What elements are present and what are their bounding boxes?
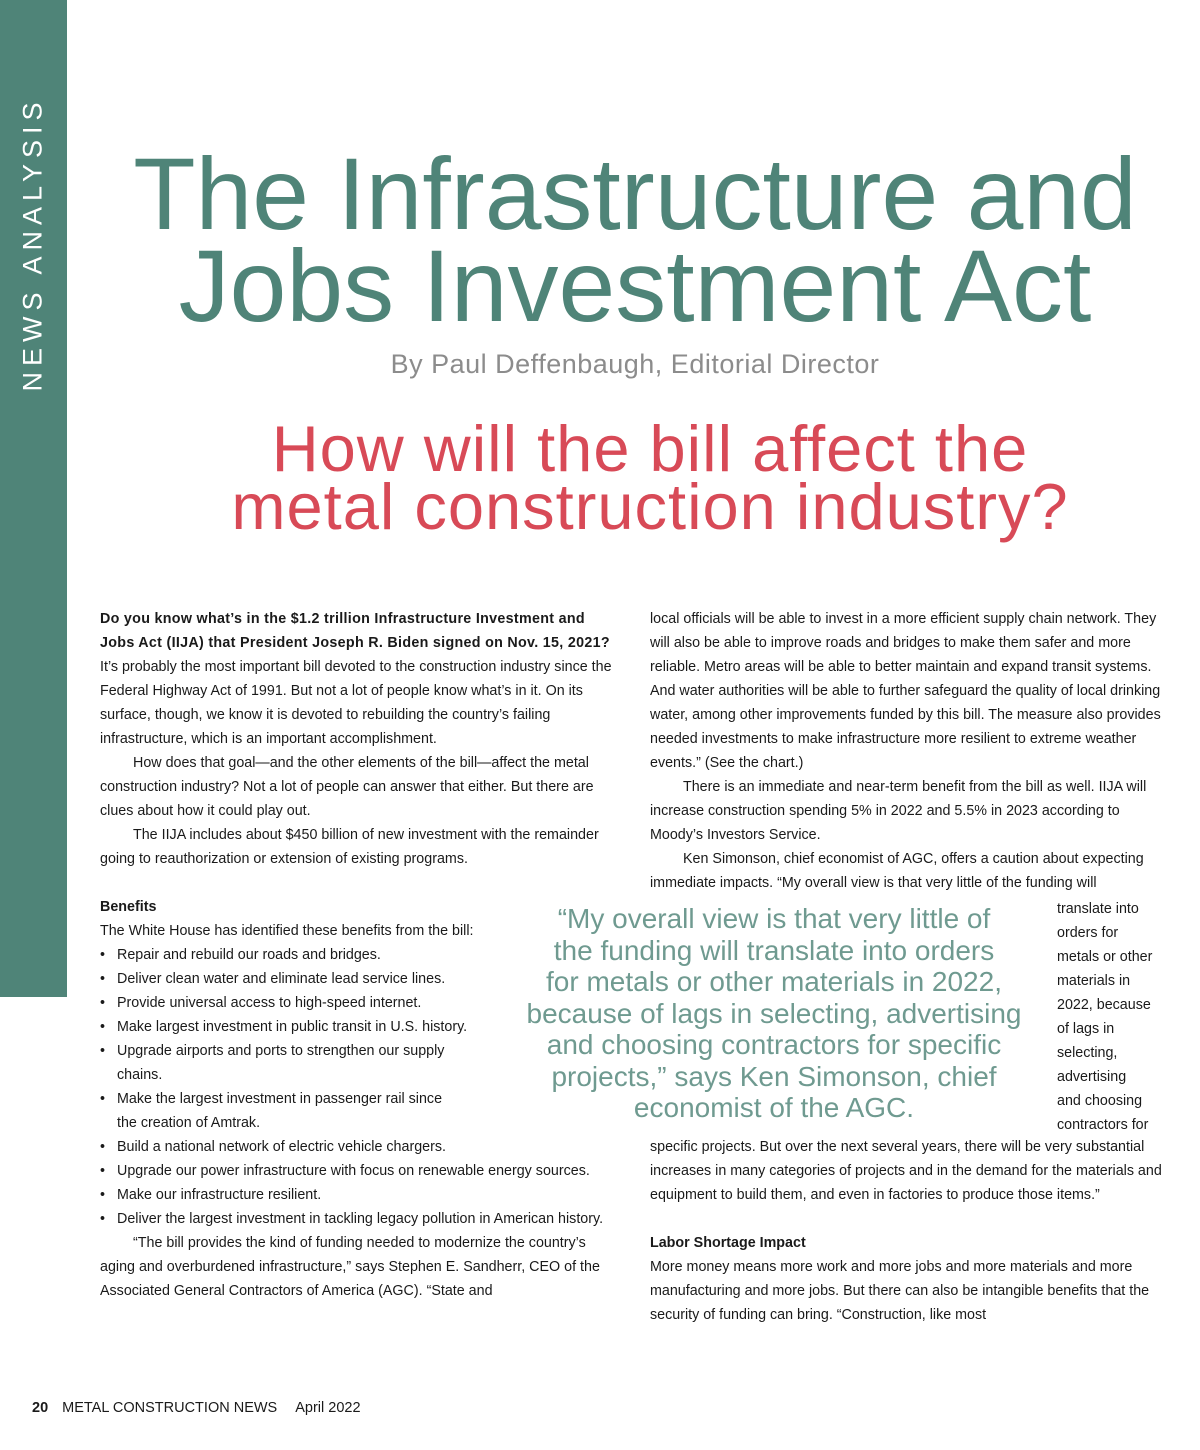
byline: By Paul Deffenbaugh, Editorial Director bbox=[390, 349, 880, 379]
subtitle-line: How will the bill affect the bbox=[271, 412, 1029, 485]
page-footer bbox=[32, 1400, 361, 1416]
narrow-line: selecting, bbox=[1057, 1045, 1118, 1061]
narrow-line: advertising bbox=[1057, 1069, 1127, 1085]
narrow-line: orders for bbox=[1057, 925, 1119, 941]
pull-quote-line: economist of the AGC. bbox=[633, 1092, 915, 1123]
list-item: • Provide universal access to high-speed internet. bbox=[100, 991, 615, 1015]
narrow-line: materials in bbox=[1057, 973, 1131, 989]
narrow-line: contractors for bbox=[1057, 1117, 1149, 1133]
article-title bbox=[90, 137, 1180, 343]
lead-bold-text: Do you know what’s in the $1.2 trillion Infrastructure Investment and Jobs Act (IIJA) that President Joseph R. Biden signed on Nov. 15, 2021? bbox=[100, 611, 610, 651]
title-line: Jobs Investment Act bbox=[178, 229, 1092, 343]
right-column-top bbox=[650, 607, 1165, 895]
list-item: • Deliver clean water and eliminate lead service lines. bbox=[100, 967, 615, 991]
right-column-bottom bbox=[650, 1135, 1175, 1327]
list-item: • Build a national network of electric vehicle chargers. bbox=[100, 1135, 615, 1159]
pull-quote-line: “My overall view is that very little of bbox=[557, 903, 991, 934]
labor-heading: Labor Shortage Impact bbox=[650, 1235, 806, 1251]
pull-quote-line: and choosing contractors for specific bbox=[546, 1029, 1002, 1060]
list-item: • Upgrade our power infrastructure with focus on renewable energy sources. bbox=[100, 1159, 615, 1183]
paragraph: Ken Simonson, chief economist of AGC, offers a caution about expecting immediate impacts. “My overall view is that very little of the funding will bbox=[650, 851, 1144, 891]
paragraph: specific projects. But over the next several years, there will be very substantial increases in many categories of projects and in the demand for the materials and equipment to build them, and even in factories to produce those items.” bbox=[650, 1139, 1162, 1203]
list-item: • Make our infrastructure resilient. bbox=[100, 1183, 615, 1207]
magazine-name: METAL CONSTRUCTION NEWS bbox=[62, 1400, 278, 1416]
paragraph: “The bill provides the kind of funding needed to modernize the country’s aging and overburdened infrastructure,” says Stephen E. Sandherr, CEO of the Associated General Contractors of America (AGC). “State and bbox=[100, 1235, 600, 1299]
list-item: • Make the largest investment in passenger rail since the creation of Amtrak. bbox=[100, 1087, 457, 1135]
pull-quote-line: the funding will translate into orders bbox=[553, 934, 995, 966]
lead-paragraph bbox=[100, 607, 615, 751]
paragraph: More money means more work and more jobs and more materials and more manufacturing and more jobs. But there can also be intangible benefits that the security of funding can bring. “Construction, like most bbox=[650, 1259, 1150, 1323]
pull-quote bbox=[510, 903, 1038, 1124]
list-item: • Make largest investment in public transit in U.S. history. bbox=[100, 1015, 615, 1039]
pull-quote-line: for metals or other materials in 2022, bbox=[546, 966, 1002, 997]
paragraph: The IIJA includes about $450 billion of new investment with the remainder going to reauthorization or extension of existing programs. bbox=[100, 827, 599, 867]
narrow-line: metals or other bbox=[1057, 949, 1153, 965]
narrow-line: 2022, because bbox=[1057, 997, 1151, 1013]
pull-quote-line: projects,” says Ken Simonson, chief bbox=[551, 1060, 997, 1092]
section-label: NEWS ANALYSIS bbox=[17, 96, 48, 392]
page-number: 20 bbox=[32, 1400, 49, 1416]
benefits-intro: The White House has identified these benefits from the bill: bbox=[100, 923, 474, 939]
paragraph: local officials will be able to invest in a more efficient supply chain network. They will also be able to improve roads and bridges to make them safer and more reliable. Metro areas will be able to better maintain and expand transit systems. And water authorities will be able to further safeguard the quality of local drinking water, among other improvements funded by this bill. The measure also provides needed investments to make infrastructure more resilient to extreme weather events.” (See the chart.) bbox=[650, 611, 1161, 771]
narrow-line: translate into bbox=[1057, 901, 1139, 917]
narrow-line: and choosing bbox=[1057, 1093, 1143, 1109]
pull-quote-line: because of lags in selecting, advertising bbox=[526, 997, 1022, 1029]
list-item: • Upgrade airports and ports to strengthen our supply chains. bbox=[100, 1039, 447, 1087]
paragraph: There is an immediate and near-term benefit from the bill as well. IIJA will increase construction spending 5% in 2022 and 5.5% in 2023 according to Moody’s Investors Service. bbox=[650, 779, 1147, 843]
list-item: • Repair and rebuild our roads and bridges. bbox=[100, 943, 615, 967]
list-item: • Deliver the largest investment in tackling legacy pollution in American history. bbox=[100, 1207, 615, 1231]
subtitle-line: metal construction industry? bbox=[231, 470, 1069, 543]
article-subtitle bbox=[110, 412, 1190, 543]
lead-text: It’s probably the most important bill devoted to the construction industry since the Federal Highway Act of 1991. But not a lot of people know what’s in it. On its surface, though, we know it is devoted to rebuilding the country’s failing infrastructure, which is an important accomplishment. bbox=[100, 659, 612, 747]
section-band bbox=[0, 0, 67, 997]
narrow-text-column bbox=[1057, 897, 1172, 1137]
narrow-line: of lags in bbox=[1057, 1021, 1115, 1037]
paragraph: How does that goal—and the other elements of the bill—affect the metal construction industry? Not a lot of people can answer that either. But there are clues about how it could play out. bbox=[100, 755, 594, 819]
issue-date: April 2022 bbox=[295, 1400, 361, 1416]
benefits-heading: Benefits bbox=[100, 899, 157, 915]
title-line: The Infrastructure and bbox=[133, 137, 1137, 251]
